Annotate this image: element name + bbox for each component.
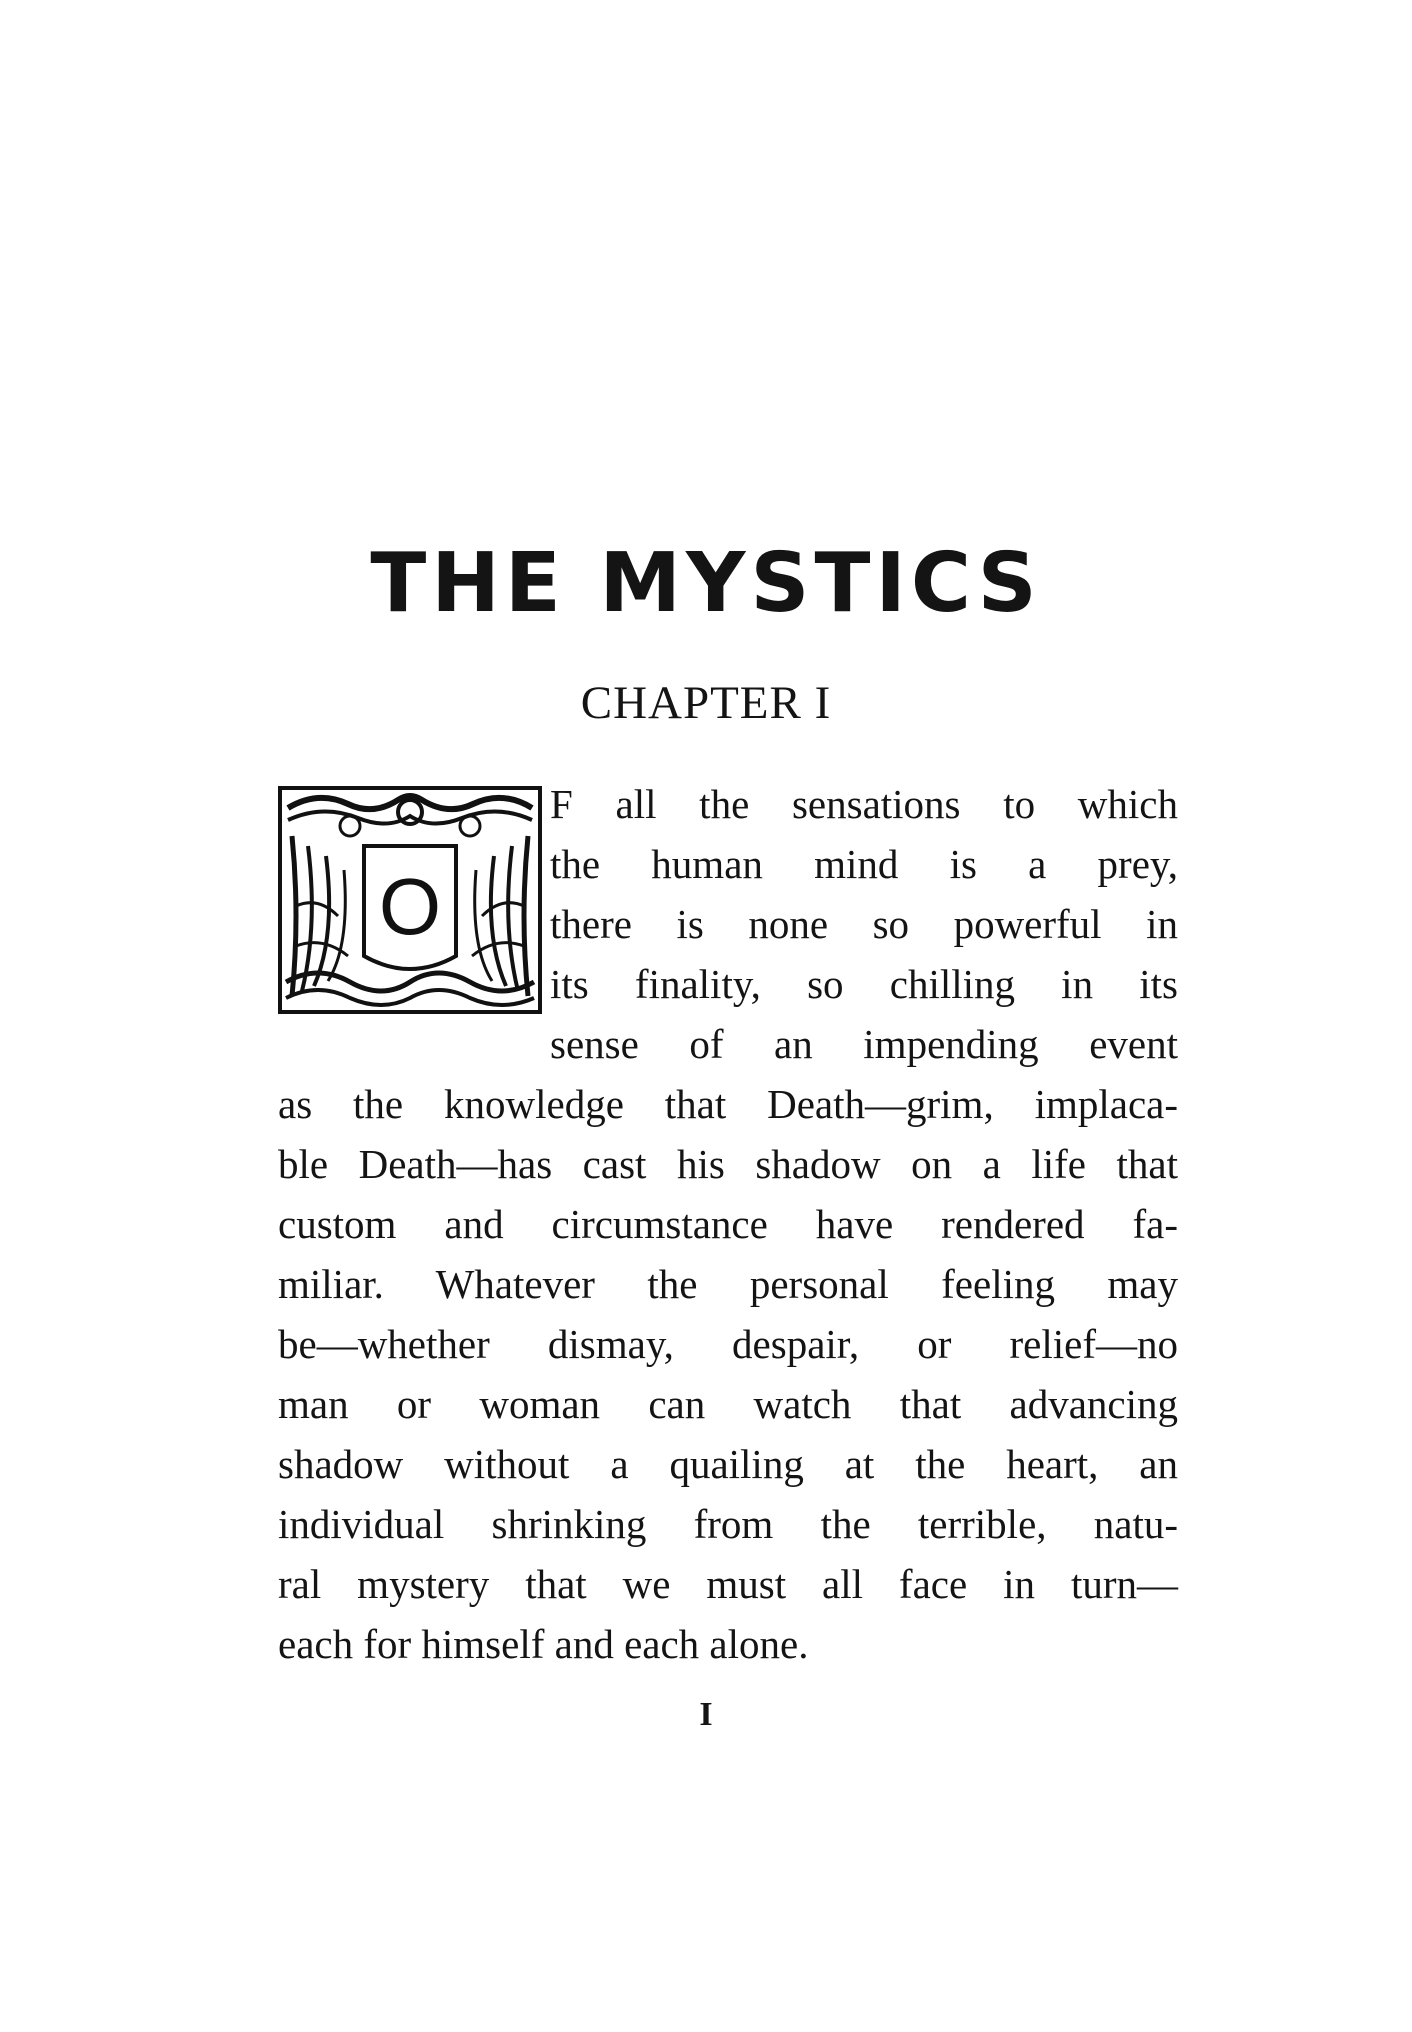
text-line: individual shrinking from the terrible, natu- bbox=[278, 1501, 1178, 1547]
text-line: miliar. Whatever the personal feeling may bbox=[278, 1261, 1178, 1307]
text-line: each for himself and each alone. bbox=[278, 1621, 809, 1667]
decorative-initial-o bbox=[278, 786, 542, 1014]
page-number: I bbox=[699, 1696, 713, 1733]
text-line: ral mystery that we must all face in turn— bbox=[278, 1561, 1178, 1607]
drop-cap-letter: O bbox=[378, 862, 442, 951]
text-line: sense of an impending event bbox=[550, 1021, 1178, 1067]
text-line: there is none so powerful in bbox=[550, 901, 1178, 947]
chapter-heading: CHAPTER I bbox=[580, 677, 832, 729]
text-line: F all the sensations to which bbox=[550, 781, 1178, 827]
ornamental-drop-cap-frame-icon bbox=[278, 786, 542, 1014]
text-line: as the knowledge that Death—grim, implaca- bbox=[278, 1081, 1178, 1127]
book-title: THE MYSTICS bbox=[370, 535, 1042, 631]
text-line: its finality, so chilling in its bbox=[550, 961, 1178, 1007]
text-line: ble Death—has cast his shadow on a life that bbox=[278, 1141, 1178, 1187]
text-line: custom and circumstance have rendered fa- bbox=[278, 1201, 1178, 1247]
text-line: shadow without a quailing at the heart, an bbox=[278, 1441, 1178, 1487]
text-line: be—whether dismay, despair, or relief—no bbox=[278, 1321, 1178, 1367]
text-line: the human mind is a prey, bbox=[550, 841, 1178, 887]
text-line: man or woman can watch that advancing bbox=[278, 1381, 1178, 1427]
